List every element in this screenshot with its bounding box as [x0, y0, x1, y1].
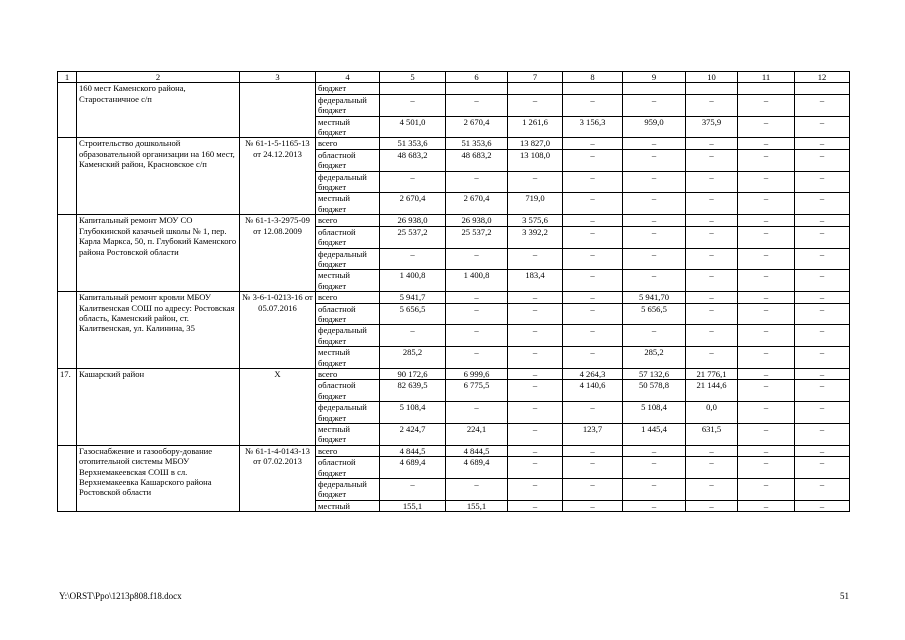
value-cell: –	[738, 94, 795, 116]
value-cell: –	[623, 149, 686, 171]
value-cell: –	[686, 347, 738, 369]
object-name-cell: Кашарский район	[77, 368, 240, 445]
value-cell	[380, 83, 446, 94]
row-number-cell	[58, 138, 77, 215]
value-cell: 285,2	[623, 347, 686, 369]
value-cell: –	[563, 171, 623, 193]
funding-source-cell: бюджет	[316, 83, 380, 94]
value-cell: –	[508, 347, 563, 369]
value-cell	[508, 83, 563, 94]
row-number-cell	[58, 215, 77, 292]
value-cell: 2 670,4	[380, 193, 446, 215]
value-cell: –	[686, 215, 738, 226]
value-cell: 25 537,2	[446, 226, 508, 248]
value-cell: 959,0	[623, 116, 686, 138]
value-cell: –	[623, 445, 686, 456]
column-header: 10	[686, 72, 738, 83]
expertise-code-cell: № 61-1-5-1165-13 от 24.12.2013	[240, 138, 316, 215]
value-cell: 4 689,4	[380, 457, 446, 479]
funding-source-cell: федеральный бюджет	[316, 325, 380, 347]
value-cell: –	[795, 171, 850, 193]
funding-source-cell: федеральный бюджет	[316, 248, 380, 270]
value-cell: –	[738, 500, 795, 511]
expertise-code-cell	[240, 83, 316, 138]
funding-source-cell: местный бюджет	[316, 347, 380, 369]
column-header: 11	[738, 72, 795, 83]
value-cell: –	[508, 479, 563, 501]
value-cell: –	[795, 94, 850, 116]
value-cell: –	[795, 215, 850, 226]
value-cell: 5 108,4	[380, 402, 446, 424]
value-cell: –	[380, 479, 446, 501]
value-cell: –	[508, 292, 563, 303]
funding-source-cell: федеральный бюджет	[316, 94, 380, 116]
table-row	[58, 292, 850, 303]
value-cell: –	[563, 325, 623, 347]
value-cell: –	[508, 402, 563, 424]
funding-source-cell: всего	[316, 215, 380, 226]
value-cell: 631,5	[686, 424, 738, 446]
value-cell: –	[738, 402, 795, 424]
value-cell: –	[623, 248, 686, 270]
value-cell: –	[623, 171, 686, 193]
value-cell: –	[686, 292, 738, 303]
value-cell: –	[738, 347, 795, 369]
value-cell: –	[686, 226, 738, 248]
value-cell: –	[563, 457, 623, 479]
value-cell: 13 827,0	[508, 138, 563, 149]
value-cell: –	[738, 424, 795, 446]
value-cell: 51 353,6	[380, 138, 446, 149]
value-cell: –	[738, 303, 795, 325]
expertise-code-cell: № 61-1-4-0143-13 от 07.02.2013	[240, 445, 316, 511]
value-cell: –	[623, 479, 686, 501]
value-cell: 4 501,0	[380, 116, 446, 138]
value-cell: 21 144,6	[686, 380, 738, 402]
expertise-code-cell: Х	[240, 368, 316, 445]
value-cell: –	[795, 248, 850, 270]
value-cell: 13 108,0	[508, 149, 563, 171]
value-cell: 21 776,1	[686, 368, 738, 379]
footer-page-number: 51	[840, 591, 849, 601]
value-cell: –	[686, 193, 738, 215]
value-cell: –	[623, 457, 686, 479]
table-row	[58, 83, 850, 94]
value-cell: 123,7	[563, 424, 623, 446]
column-header: 12	[795, 72, 850, 83]
value-cell: 3 392,2	[508, 226, 563, 248]
value-cell: –	[795, 116, 850, 138]
value-cell: –	[738, 248, 795, 270]
value-cell	[738, 83, 795, 94]
value-cell: –	[738, 292, 795, 303]
value-cell: –	[686, 445, 738, 456]
value-cell: –	[686, 270, 738, 292]
value-cell: –	[623, 215, 686, 226]
value-cell: –	[795, 149, 850, 171]
value-cell: –	[508, 380, 563, 402]
value-cell: –	[686, 171, 738, 193]
value-cell: –	[738, 457, 795, 479]
value-cell: –	[738, 215, 795, 226]
value-cell	[795, 83, 850, 94]
value-cell: 4 264,3	[563, 368, 623, 379]
value-cell: 2 670,4	[446, 116, 508, 138]
value-cell: 1 445,4	[623, 424, 686, 446]
value-cell: –	[563, 270, 623, 292]
value-cell: –	[686, 248, 738, 270]
value-cell: –	[446, 402, 508, 424]
value-cell: –	[795, 193, 850, 215]
header-row	[58, 72, 850, 83]
object-name-cell: 160 мест Каменского района, Старостаничное с/п	[77, 83, 240, 138]
value-cell: –	[738, 171, 795, 193]
row-number-cell	[58, 445, 77, 511]
object-name-cell: Капитальный ремонт кровли МБОУ Калитвенская СОШ по адресу: Ростовская область, Каменский район, ст. Калитвенская, ул. Калинина, 35	[77, 292, 240, 369]
value-cell: 82 639,5	[380, 380, 446, 402]
value-cell: –	[563, 347, 623, 369]
value-cell	[446, 83, 508, 94]
table-row	[58, 368, 850, 379]
value-cell: –	[563, 292, 623, 303]
value-cell: –	[623, 270, 686, 292]
value-cell: –	[623, 94, 686, 116]
value-cell: –	[795, 368, 850, 379]
value-cell: –	[563, 193, 623, 215]
value-cell: –	[795, 402, 850, 424]
funding-source-cell: областной бюджет	[316, 380, 380, 402]
value-cell: –	[795, 457, 850, 479]
value-cell: –	[563, 303, 623, 325]
row-number-cell	[58, 83, 77, 138]
table-row	[58, 215, 850, 226]
value-cell: 57 132,6	[623, 368, 686, 379]
value-cell: 4 844,5	[380, 445, 446, 456]
value-cell: –	[686, 457, 738, 479]
value-cell: 6 775,5	[446, 380, 508, 402]
value-cell: –	[738, 226, 795, 248]
value-cell: –	[380, 94, 446, 116]
column-header: 3	[240, 72, 316, 83]
column-header: 1	[58, 72, 77, 83]
value-cell: –	[563, 138, 623, 149]
value-cell: 48 683,2	[380, 149, 446, 171]
object-name-cell: Строительство дошкольной образовательной организации на 160 мест, Каменский район, Красновское с/п	[77, 138, 240, 215]
value-cell: –	[795, 380, 850, 402]
value-cell: –	[446, 292, 508, 303]
value-cell: –	[563, 402, 623, 424]
value-cell: –	[508, 424, 563, 446]
value-cell: 183,4	[508, 270, 563, 292]
value-cell: –	[795, 292, 850, 303]
value-cell: –	[623, 325, 686, 347]
value-cell: 719,0	[508, 193, 563, 215]
value-cell: –	[446, 347, 508, 369]
value-cell: –	[738, 149, 795, 171]
value-cell: –	[738, 138, 795, 149]
value-cell: –	[563, 479, 623, 501]
value-cell: 224,1	[446, 424, 508, 446]
value-cell: –	[686, 325, 738, 347]
value-cell: –	[738, 380, 795, 402]
funding-source-cell: областной бюджет	[316, 149, 380, 171]
value-cell: –	[738, 270, 795, 292]
value-cell: 5 108,4	[623, 402, 686, 424]
value-cell: –	[795, 138, 850, 149]
value-cell: –	[795, 424, 850, 446]
expertise-code-cell: № 61-1-3-2975-09 от 12.08.2009	[240, 215, 316, 292]
value-cell: –	[563, 248, 623, 270]
table-row	[58, 445, 850, 456]
value-cell: –	[508, 457, 563, 479]
value-cell: –	[795, 303, 850, 325]
value-cell: –	[686, 138, 738, 149]
value-cell: –	[623, 138, 686, 149]
value-cell: –	[738, 193, 795, 215]
value-cell: 26 938,0	[446, 215, 508, 226]
value-cell: –	[795, 445, 850, 456]
funding-source-cell: областной бюджет	[316, 303, 380, 325]
value-cell: 4 689,4	[446, 457, 508, 479]
value-cell: 48 683,2	[446, 149, 508, 171]
value-cell: –	[508, 303, 563, 325]
value-cell: –	[508, 368, 563, 379]
value-cell: –	[563, 445, 623, 456]
value-cell: –	[563, 149, 623, 171]
value-cell: –	[795, 226, 850, 248]
value-cell: –	[446, 171, 508, 193]
value-cell	[563, 83, 623, 94]
column-header: 7	[508, 72, 563, 83]
funding-source-cell: всего	[316, 368, 380, 379]
funding-source-cell: федеральный бюджет	[316, 479, 380, 501]
value-cell: 5 656,5	[380, 303, 446, 325]
value-cell: –	[686, 500, 738, 511]
value-cell: –	[738, 479, 795, 501]
value-cell: –	[686, 479, 738, 501]
column-header: 4	[316, 72, 380, 83]
value-cell: –	[508, 171, 563, 193]
value-cell: –	[380, 248, 446, 270]
funding-source-cell: всего	[316, 138, 380, 149]
value-cell: 3 156,3	[563, 116, 623, 138]
value-cell: –	[795, 347, 850, 369]
value-cell: –	[623, 226, 686, 248]
column-header: 5	[380, 72, 446, 83]
value-cell: –	[795, 500, 850, 511]
value-cell: –	[446, 303, 508, 325]
value-cell: 5 941,7	[380, 292, 446, 303]
value-cell: –	[446, 325, 508, 347]
value-cell: 6 999,6	[446, 368, 508, 379]
value-cell: –	[563, 226, 623, 248]
value-cell: –	[563, 94, 623, 116]
value-cell: 155,1	[380, 500, 446, 511]
value-cell: –	[738, 325, 795, 347]
value-cell: –	[563, 215, 623, 226]
value-cell: 285,2	[380, 347, 446, 369]
row-number-cell	[58, 292, 77, 369]
value-cell: 0,0	[686, 402, 738, 424]
value-cell: –	[563, 500, 623, 511]
table-row	[58, 138, 850, 149]
value-cell: –	[686, 303, 738, 325]
value-cell: –	[380, 325, 446, 347]
value-cell: –	[508, 94, 563, 116]
funding-source-cell: всего	[316, 292, 380, 303]
budget-table	[57, 71, 850, 512]
column-header: 9	[623, 72, 686, 83]
funding-source-cell: областной бюджет	[316, 457, 380, 479]
value-cell: 90 172,6	[380, 368, 446, 379]
value-cell	[623, 83, 686, 94]
value-cell: –	[623, 500, 686, 511]
value-cell: 1 400,8	[446, 270, 508, 292]
funding-source-cell: федеральный бюджет	[316, 402, 380, 424]
value-cell: –	[686, 94, 738, 116]
value-cell: –	[446, 248, 508, 270]
value-cell: –	[508, 325, 563, 347]
column-header: 2	[77, 72, 240, 83]
funding-source-cell: местный бюджет	[316, 424, 380, 446]
object-name-cell: Газоснабжение и газообору-дование отопительной системы МБОУ Верхнемакеевская СОШ в сл. Верхнемакеевка Кашарского района Ростовской области	[77, 445, 240, 511]
row-number-cell: 17.	[58, 368, 77, 445]
value-cell: 5 656,5	[623, 303, 686, 325]
column-header: 8	[563, 72, 623, 83]
funding-source-cell: местный бюджет	[316, 116, 380, 138]
funding-source-cell: местный бюджет	[316, 193, 380, 215]
value-cell: –	[686, 149, 738, 171]
value-cell: –	[508, 248, 563, 270]
value-cell: –	[795, 325, 850, 347]
value-cell: –	[508, 445, 563, 456]
value-cell: –	[738, 368, 795, 379]
value-cell: 4 844,5	[446, 445, 508, 456]
value-cell: –	[738, 445, 795, 456]
value-cell: –	[738, 116, 795, 138]
value-cell: –	[446, 94, 508, 116]
footer-file-path: Y:\ORST\Ppo\1213p808.f18.docx	[59, 591, 182, 601]
value-cell: 375,9	[686, 116, 738, 138]
value-cell: 4 140,6	[563, 380, 623, 402]
value-cell: –	[795, 270, 850, 292]
expertise-code-cell: № 3-6-1-0213-16 от 05.07.2016	[240, 292, 316, 369]
value-cell: 26 938,0	[380, 215, 446, 226]
value-cell: 1 400,8	[380, 270, 446, 292]
funding-source-cell: федеральный бюджет	[316, 171, 380, 193]
object-name-cell: Капитальный ремонт МОУ СО Глубокинской казачьей школы № 1, пер. Карла Маркса, 50, п. Глубокий Каменского района Ростовской области	[77, 215, 240, 292]
value-cell: 51 353,6	[446, 138, 508, 149]
value-cell: 25 537,2	[380, 226, 446, 248]
value-cell: 2 670,4	[446, 193, 508, 215]
funding-source-cell: областной бюджет	[316, 226, 380, 248]
funding-source-cell: всего	[316, 445, 380, 456]
value-cell: –	[508, 500, 563, 511]
value-cell: –	[380, 171, 446, 193]
value-cell: 1 261,6	[508, 116, 563, 138]
funding-source-cell: местный	[316, 500, 380, 511]
value-cell: 3 575,6	[508, 215, 563, 226]
funding-source-cell: местный бюджет	[316, 270, 380, 292]
value-cell: 2 424,7	[380, 424, 446, 446]
value-cell: 5 941,70	[623, 292, 686, 303]
value-cell: –	[446, 479, 508, 501]
value-cell: 155,1	[446, 500, 508, 511]
value-cell: –	[795, 479, 850, 501]
value-cell: 50 578,8	[623, 380, 686, 402]
column-header: 6	[446, 72, 508, 83]
value-cell: –	[623, 193, 686, 215]
value-cell	[686, 83, 738, 94]
